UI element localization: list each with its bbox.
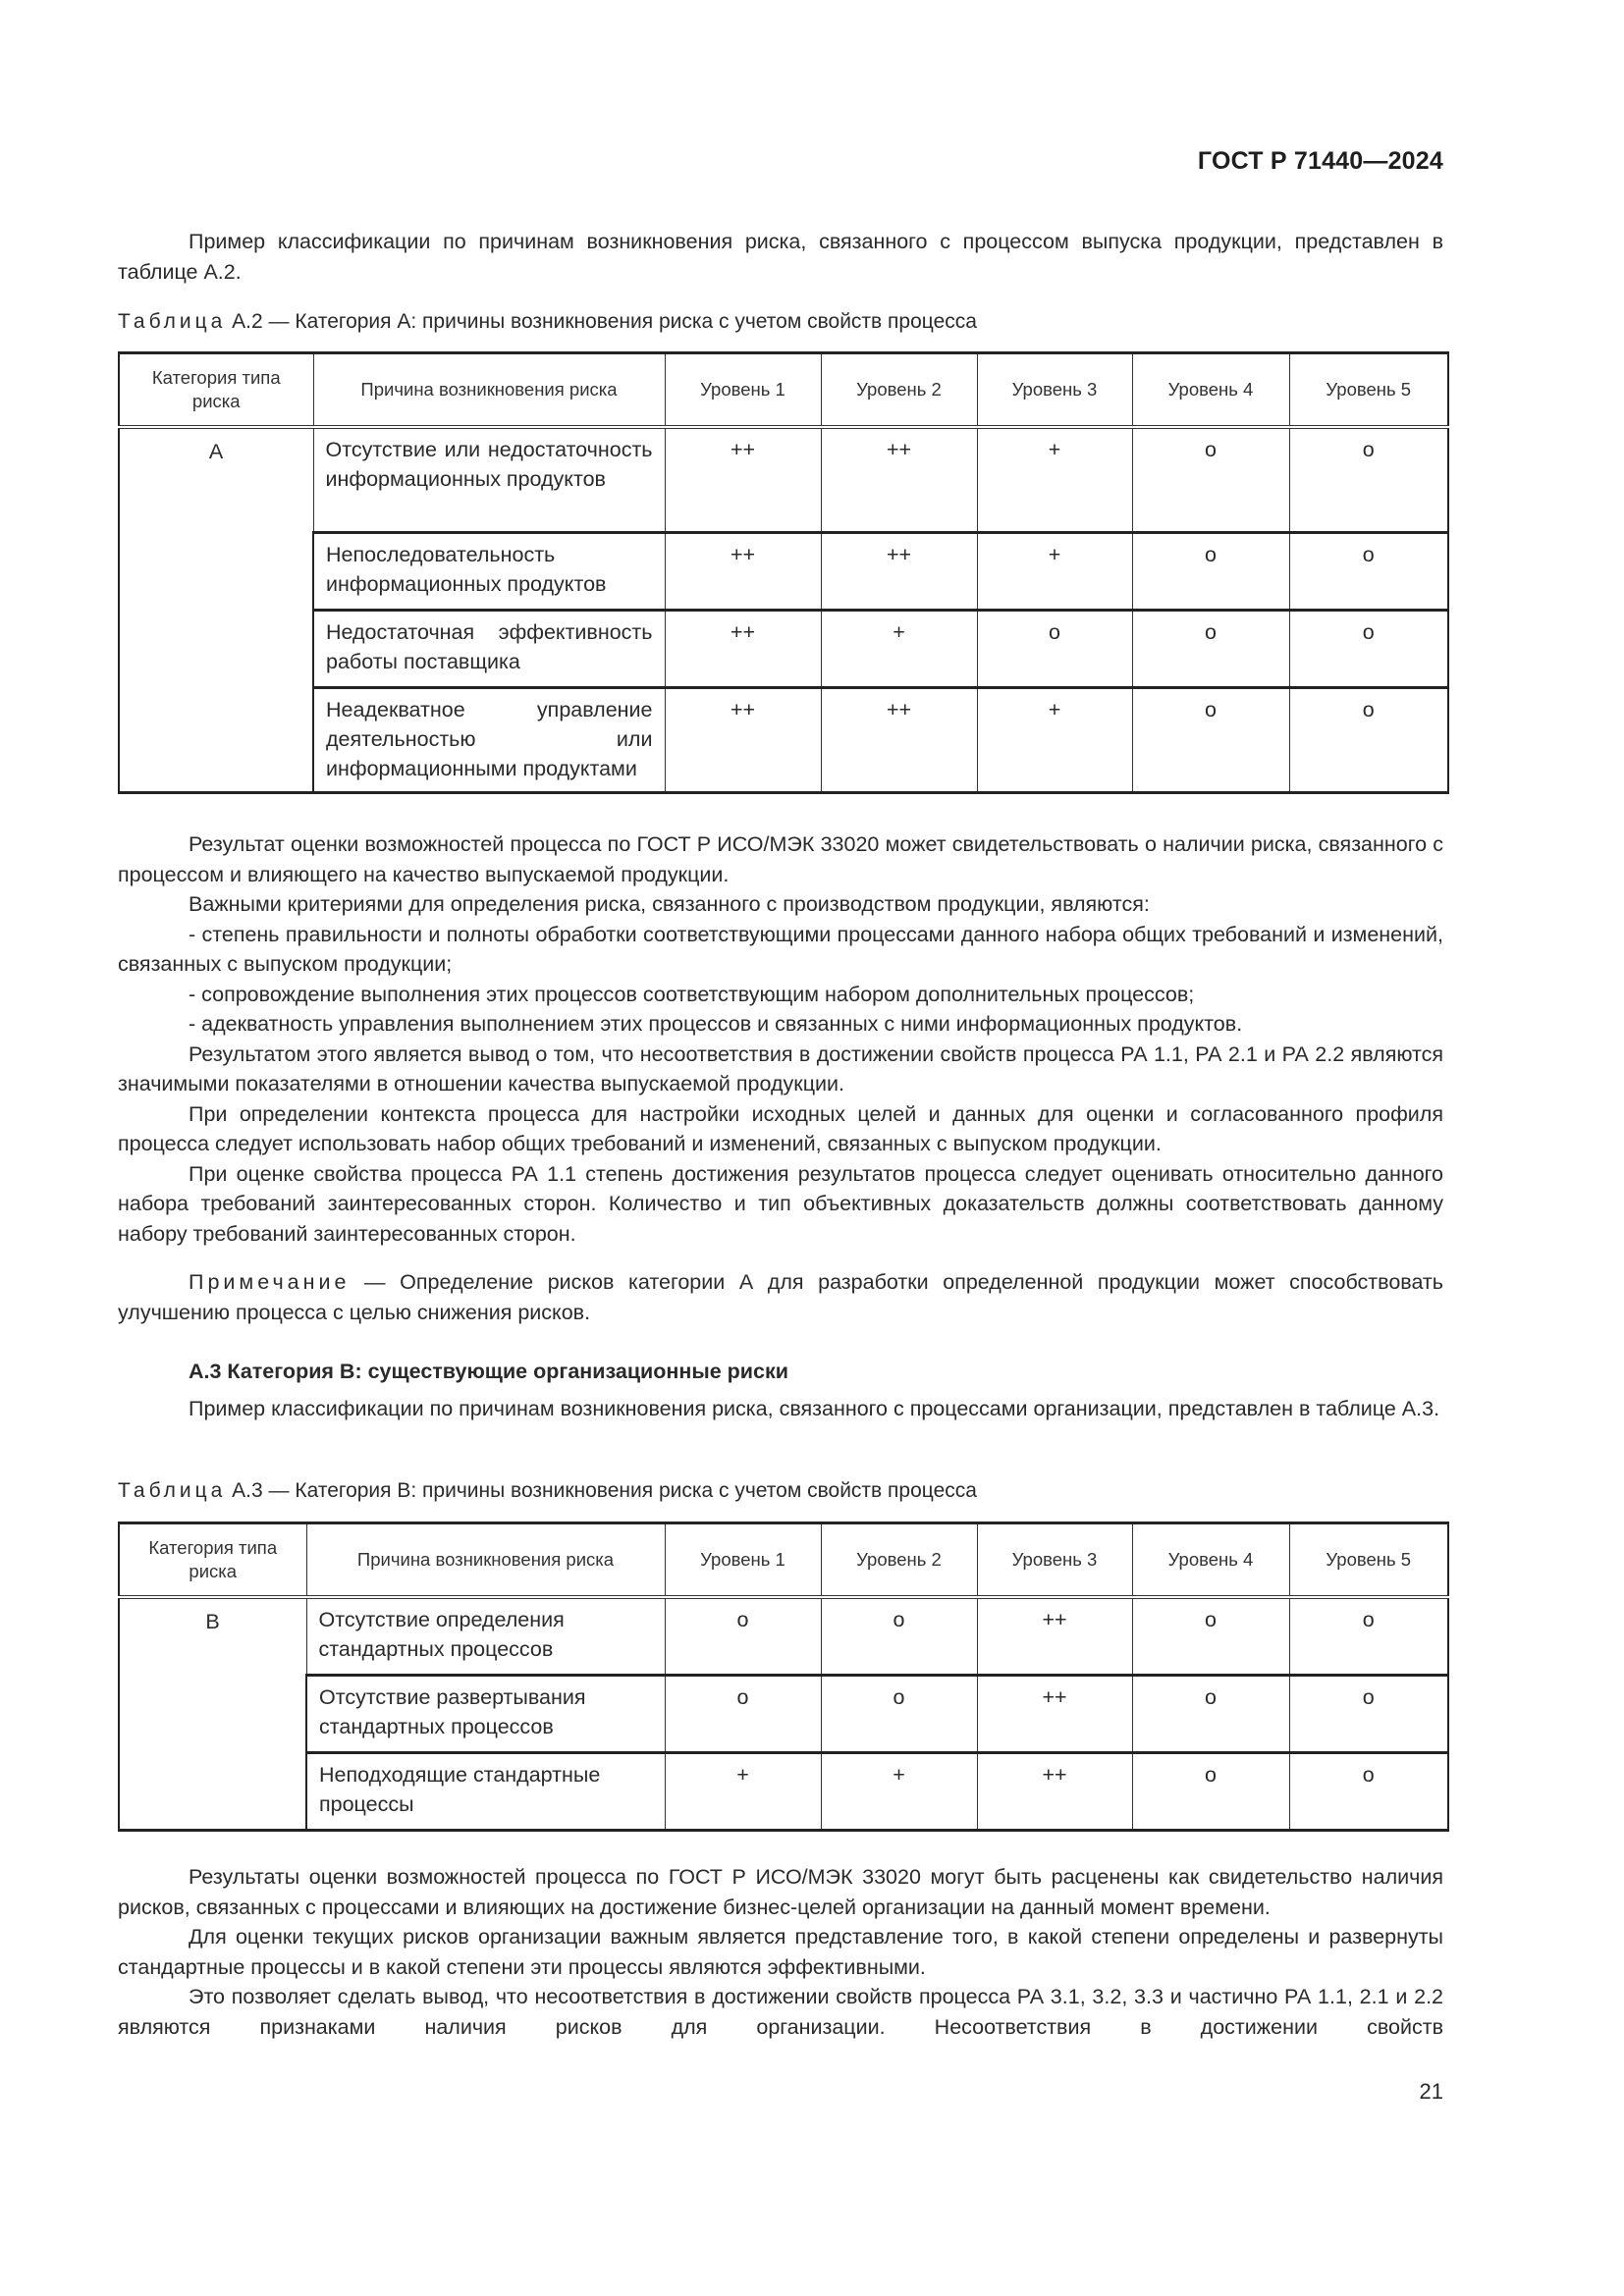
level-cell: о [665,1597,821,1675]
level-cell: ++ [977,1675,1132,1752]
level-cell: о [665,1675,821,1752]
intro-a2-paragraph: Пример классификации по причинам возникновения риска, связанного с процессом выпуска продукции, представлен в таблице А.2. [118,230,1443,284]
table-row [119,532,1448,610]
reason-cell: Отсутствие определения стандартных процессов [306,1597,665,1675]
header-reason: Причина возникновения риска [306,1523,665,1598]
intro-a3 [118,1394,1443,1424]
list-item: - адекватность управления выполнением этих процессов и связанных с ними информационных продуктов. [189,1012,1243,1036]
table-a3-caption-text: А.3 — Категория В: причины возникновения риска с учетом свойств процесса [226,1479,977,1502]
list-item: - степень правильности и полноты обработки соответствующими процессами данного набора общих требований и изменений, связанных с выпуском продукции; [118,922,1443,976]
header-level-2: Уровень 2 [821,353,977,428]
level-cell: о [1132,610,1289,687]
level-cell: о [821,1675,977,1752]
reason-cell: Отсутствие или недостаточность информационных продуктов [313,427,665,532]
body-paragraph: Результаты оценки возможностей процесса по ГОСТ Р ИСО/МЭК 33020 могут быть расценены как свидетельство наличия рисков, связанных с процессами и влияющих на достижение бизнес-целей организации на данный момент времени. [118,1865,1443,1919]
level-cell: + [821,1752,977,1830]
level-cell: ++ [821,532,977,610]
level-cell: ++ [665,687,821,792]
body-paragraph: Это позволяет сделать вывод, что несоответствия в достижении свойств процесса РА 3.1, 3.2, 3.3 и частично РА 1.1, 2.1 и 2.2 являются признаками наличия рисков для организации. Несоответствия в достижении свойств [118,1985,1443,2039]
body-a3 [118,1862,1443,2042]
level-cell: о [1289,1752,1448,1830]
table-a3-header-row [119,1523,1448,1598]
level-cell: о [1132,532,1289,610]
table-row [119,427,1448,532]
body-paragraph: Важными критериями для определения риска, связанного с производством продукции, являются: [189,892,1150,916]
reason-cell: Неподходящие стандартные процессы [306,1752,665,1830]
note-text: — Определение рисков категории А для разработки определенной продукции может способствовать улучшению процесса с целью снижения рисков. [118,1270,1443,1324]
level-cell: о [1132,1597,1289,1675]
reason-cell: Непоследовательность информационных продуктов [313,532,665,610]
header-level-5: Уровень 5 [1289,353,1448,428]
table-row [119,687,1448,792]
level-cell: о [977,610,1132,687]
body-paragraph: При определении контекста процесса для настройки исходных целей и данных для оценки и согласованного профиля процесса следует использовать набор общих требований и изменений, связанных с выпуском продукции. [118,1101,1443,1155]
level-cell: о [1132,1675,1289,1752]
document-code-header: ГОСТ Р 71440—2024 [1197,147,1443,175]
level-cell: о [1289,1597,1448,1675]
header-level-2: Уровень 2 [821,1523,977,1598]
level-cell: + [665,1752,821,1830]
level-cell: о [1132,427,1289,532]
level-cell: о [1132,1752,1289,1830]
table-a2-caption [118,310,977,334]
table-a2-caption-text: А.2 — Категория А: причины возникновения риска с учетом свойств процесса [226,310,977,333]
level-cell: ++ [821,687,977,792]
body-paragraph: Для оценки текущих рисков организации важным является представление того, в какой степени определены и развернуты стандартные процессы и в какой степени эти процессы являются эффективными. [118,1925,1443,1979]
header-level-1: Уровень 1 [665,353,821,428]
page-number: 21 [1419,2079,1443,2104]
table-a2-header-row [119,353,1448,428]
level-cell: о [821,1597,977,1675]
level-cell: + [821,610,977,687]
note [118,1267,1443,1327]
table-a3-caption [118,1479,977,1503]
level-cell: + [977,532,1132,610]
table-a2-caption-prefix: Таблица [118,310,227,333]
reason-cell: Отсутствие развертывания стандартных процессов [306,1675,665,1752]
level-cell: ++ [665,427,821,532]
body-paragraph: Результат оценки возможностей процесса по ГОСТ Р ИСО/МЭК 33020 может свидетельствовать о наличии риска, связанного с процессом и влияющего на качество выпускаемой продукции. [118,832,1443,886]
header-level-4: Уровень 4 [1132,353,1289,428]
header-level-3: Уровень 3 [977,353,1132,428]
level-cell: ++ [821,427,977,532]
header-level-5: Уровень 5 [1289,1523,1448,1598]
level-cell: ++ [977,1752,1132,1830]
intro-a2 [118,227,1443,287]
header-reason: Причина возникновения риска [313,353,665,428]
list-item: - сопровождение выполнения этих процессов соответствующим набором дополнительных процессов; [189,982,1195,1006]
level-cell: о [1289,610,1448,687]
level-cell: о [1289,1675,1448,1752]
level-cell: + [977,687,1132,792]
table-row [119,1752,1448,1830]
level-cell: о [1289,687,1448,792]
level-cell: ++ [977,1597,1132,1675]
table-a3 [118,1522,1449,1832]
intro-a3-paragraph: Пример классификации по причинам возникновения риска, связанного с процессами организации, представлен в таблице А.3. [189,1397,1440,1420]
body-a2 [118,829,1443,1249]
level-cell: ++ [665,532,821,610]
table-row [119,1597,1448,1675]
body-paragraph: Результатом этого является вывод о том, что несоответствия в достижении свойств процесса РА 1.1, РА 2.1 и РА 2.2 являются значимыми показателями в отношении качества выпускаемой продукции. [118,1041,1443,1095]
note-label: Примечание [189,1270,351,1294]
header-category: Категория типа риска [119,353,313,428]
level-cell: о [1289,532,1448,610]
category-cell: В [119,1597,306,1830]
section-a3-heading: А.3 Категория В: существующие организационные риски [189,1360,788,1383]
header-level-4: Уровень 4 [1132,1523,1289,1598]
level-cell: о [1132,687,1289,792]
reason-cell: Неадекватное управление деятельностью или информационными продуктами [313,687,665,792]
reason-cell: Недостаточная эффективность работы поставщика [313,610,665,687]
note-paragraph [118,1267,1443,1327]
table-row [119,610,1448,687]
category-cell: А [119,427,313,792]
table-row [119,1675,1448,1752]
table-a2 [118,351,1449,794]
body-paragraph: При оценке свойства процесса РА 1.1 степень достижения результатов процесса следует оценивать относительно данного набора требований заинтересованных сторон. Количество и тип объективных доказательств должны соответствовать данному набору требований заинтересованных сторон. [118,1161,1443,1246]
table-a3-caption-prefix: Таблица [118,1479,227,1502]
header-level-1: Уровень 1 [665,1523,821,1598]
level-cell: о [1289,427,1448,532]
level-cell: ++ [665,610,821,687]
header-category: Категория типа риска [119,1523,306,1598]
header-level-3: Уровень 3 [977,1523,1132,1598]
level-cell: + [977,427,1132,532]
